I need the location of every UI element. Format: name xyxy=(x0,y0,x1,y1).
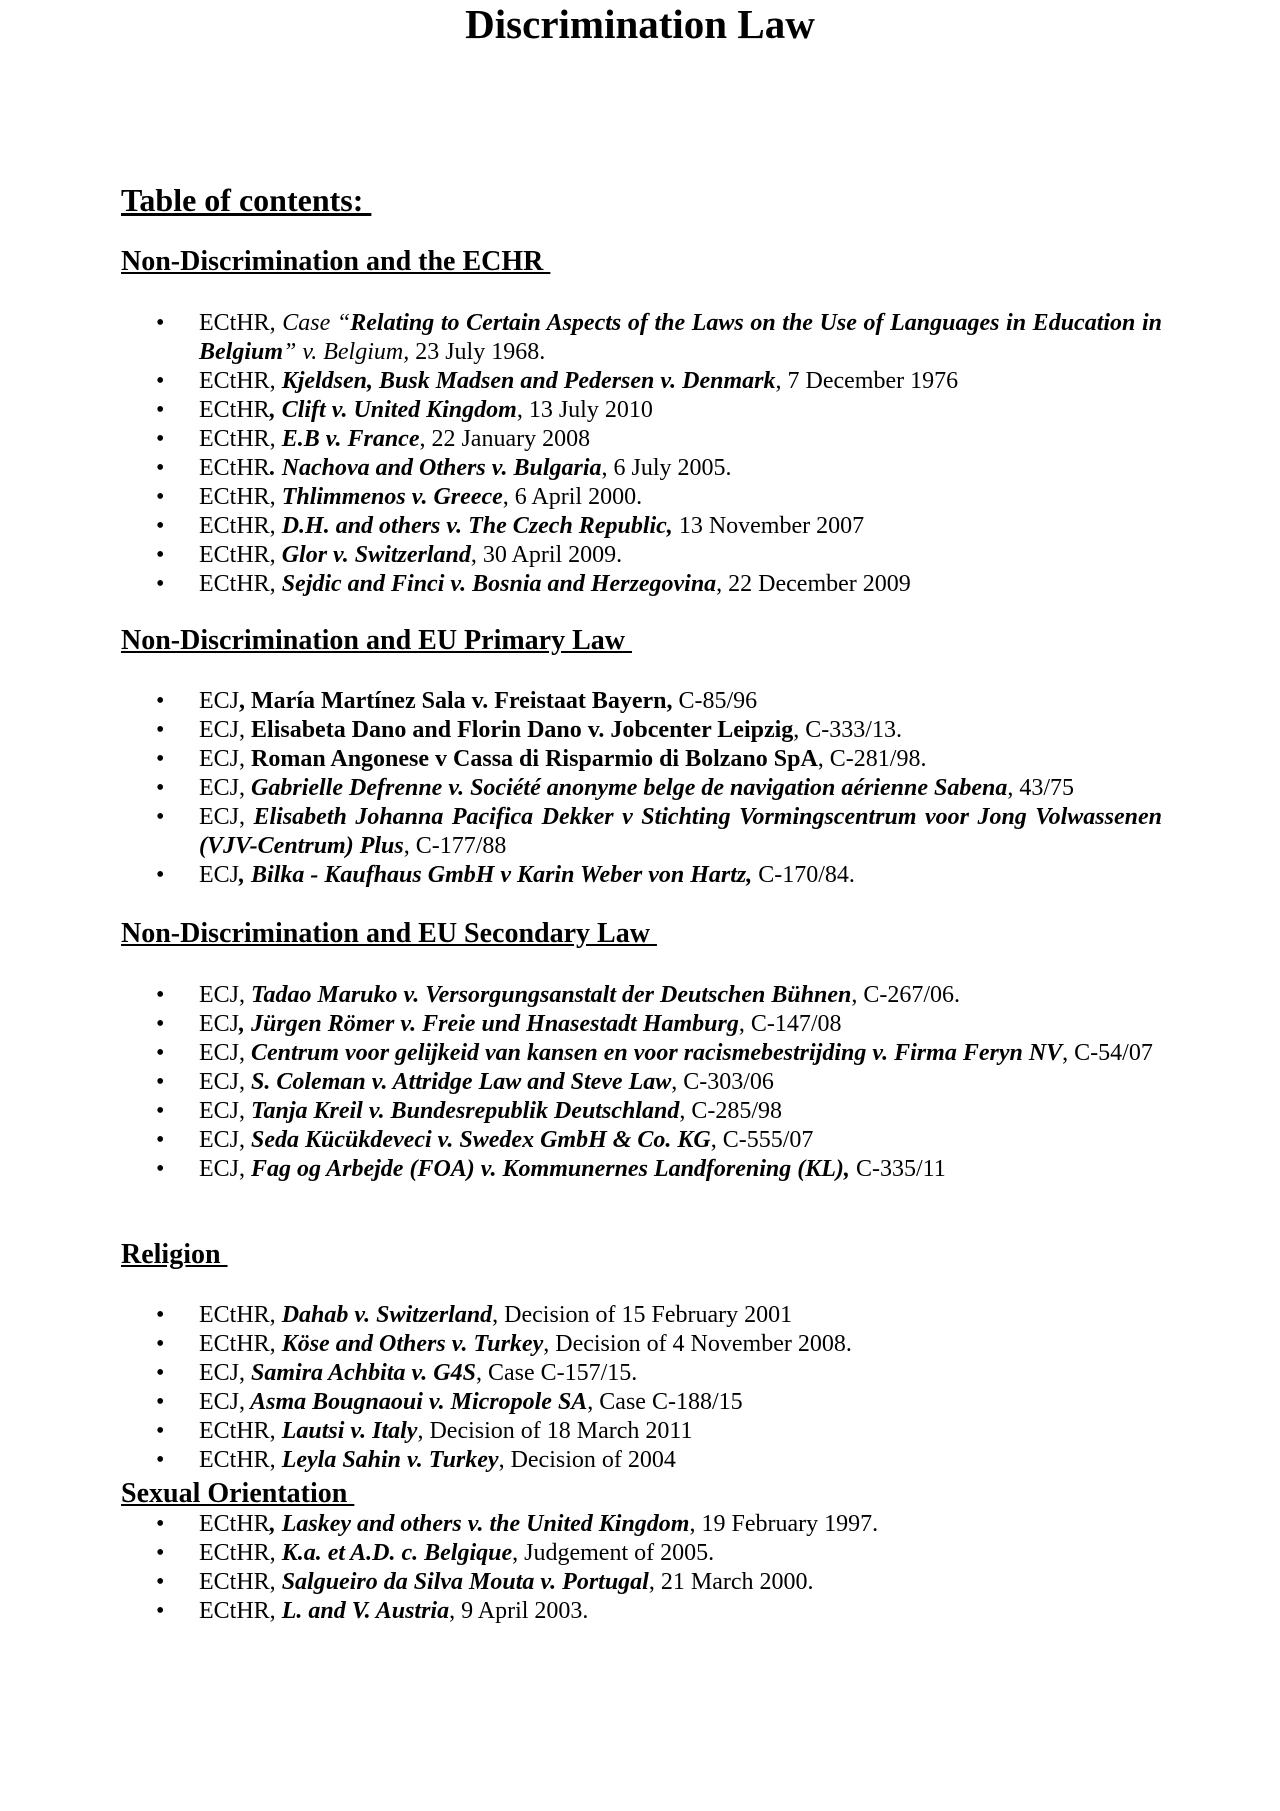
case-item: • ECtHR, Dahab v. Switzerland, Decision of 15 February 2001 xyxy=(121,1301,1162,1330)
case-list-eu-secondary-law xyxy=(121,981,1162,1184)
case-list-echr xyxy=(121,309,1162,599)
case-item: • ECtHR. Nachova and Others v. Bulgaria, 6 July 2005. xyxy=(121,454,1162,483)
case-item: • ECtHR, Glor v. Switzerland, 30 April 2009. xyxy=(121,541,1162,570)
section-heading-eu-primary-law: Non-Discrimination and EU Primary Law xyxy=(121,625,632,656)
case-list-religion xyxy=(121,1301,1162,1475)
section-heading-sexual-orientation: Sexual Orientation xyxy=(121,1478,355,1509)
case-list-sexual-orientation xyxy=(121,1510,1162,1626)
case-item: • ECtHR, K.a. et A.D. c. Belgique, Judgement of 2005. xyxy=(121,1539,1162,1568)
section-heading-eu-secondary-law: Non-Discrimination and EU Secondary Law xyxy=(121,918,657,949)
case-item: • ECJ, Centrum voor gelijkeid van kansen en voor racismebestrijding v. Firma Feryn NV, C-54/07 xyxy=(121,1039,1162,1068)
case-list-eu-primary-law xyxy=(121,687,1162,890)
case-item: • ECtHR, Thlimmenos v. Greece, 6 April 2000. xyxy=(121,483,1162,512)
case-item: • ECJ, Fag og Arbejde (FOA) v. Kommunernes Landforening (KL), C-335/11 xyxy=(121,1155,1162,1184)
case-item: • ECJ, Elisabeth Johanna Pacifica Dekker v Stichting Vormingscentrum voor Jong Volwassenen (VJV-Centrum) Plus, C-177/88 xyxy=(121,803,1162,861)
case-item: • ECJ, Elisabeta Dano and Florin Dano v. Jobcenter Leipzig, C-333/13. xyxy=(121,716,1162,745)
case-item: • ECtHR, Lautsi v. Italy, Decision of 18 March 2011 xyxy=(121,1417,1162,1446)
case-item: • ECtHR, Case “Relating to Certain Aspects of the Laws on the Use of Languages in Education in Belgium” v. Belgium, 23 July 1968. xyxy=(121,309,1162,367)
case-item: • ECtHR, Sejdic and Finci v. Bosnia and Herzegovina, 22 December 2009 xyxy=(121,570,1162,599)
case-item: • ECtHR, D.H. and others v. The Czech Republic, 13 November 2007 xyxy=(121,512,1162,541)
table-of-contents-heading: Table of contents: xyxy=(121,182,372,218)
document-title: Discrimination Law xyxy=(465,1,815,47)
case-item: • ECtHR, Köse and Others v. Turkey, Decision of 4 November 2008. xyxy=(121,1330,1162,1359)
section-heading-religion: Religion xyxy=(121,1239,228,1270)
case-item: • ECJ, Jürgen Römer v. Freie und Hnasestadt Hamburg, C-147/08 xyxy=(121,1010,1162,1039)
case-item: • ECtHR, Salgueiro da Silva Mouta v. Portugal, 21 March 2000. xyxy=(121,1568,1162,1597)
case-item: • ECJ, Seda Kücükdeveci v. Swedex GmbH & Co. KG, C-555/07 xyxy=(121,1126,1162,1155)
case-item: • ECJ, Asma Bougnaoui v. Micropole SA, Case C-188/15 xyxy=(121,1388,1162,1417)
case-item: • ECJ, Tadao Maruko v. Versorgungsanstalt der Deutschen Bühnen, C-267/06. xyxy=(121,981,1162,1010)
case-item: • ECJ, Gabrielle Defrenne v. Société anonyme belge de navigation aérienne Sabena, 43/75 xyxy=(121,774,1162,803)
case-item: • ECJ, Roman Angonese v Cassa di Risparmio di Bolzano SpA, C-281/98. xyxy=(121,745,1162,774)
case-item: • ECtHR, Kjeldsen, Busk Madsen and Pedersen v. Denmark, 7 December 1976 xyxy=(121,367,1162,396)
case-item: • ECJ, Tanja Kreil v. Bundesrepublik Deutschland, C-285/98 xyxy=(121,1097,1162,1126)
case-item: • ECJ, S. Coleman v. Attridge Law and Steve Law, C-303/06 xyxy=(121,1068,1162,1097)
case-item: • ECJ, María Martínez Sala v. Freistaat Bayern, C-85/96 xyxy=(121,687,1162,716)
case-item: • ECJ, Bilka - Kaufhaus GmbH v Karin Weber von Hartz, C-170/84. xyxy=(121,861,1162,890)
case-item: • ECtHR, Leyla Sahin v. Turkey, Decision of 2004 xyxy=(121,1446,1162,1475)
case-item: • ECtHR, Clift v. United Kingdom, 13 July 2010 xyxy=(121,396,1162,425)
case-item: • ECtHR, L. and V. Austria, 9 April 2003. xyxy=(121,1597,1162,1626)
case-item: • ECtHR, Laskey and others v. the United Kingdom, 19 February 1997. xyxy=(121,1510,1162,1539)
case-item: • ECJ, Samira Achbita v. G4S, Case C-157/15. xyxy=(121,1359,1162,1388)
section-heading-echr: Non-Discrimination and the ECHR xyxy=(121,246,551,277)
case-item: • ECtHR, E.B v. France, 22 January 2008 xyxy=(121,425,1162,454)
